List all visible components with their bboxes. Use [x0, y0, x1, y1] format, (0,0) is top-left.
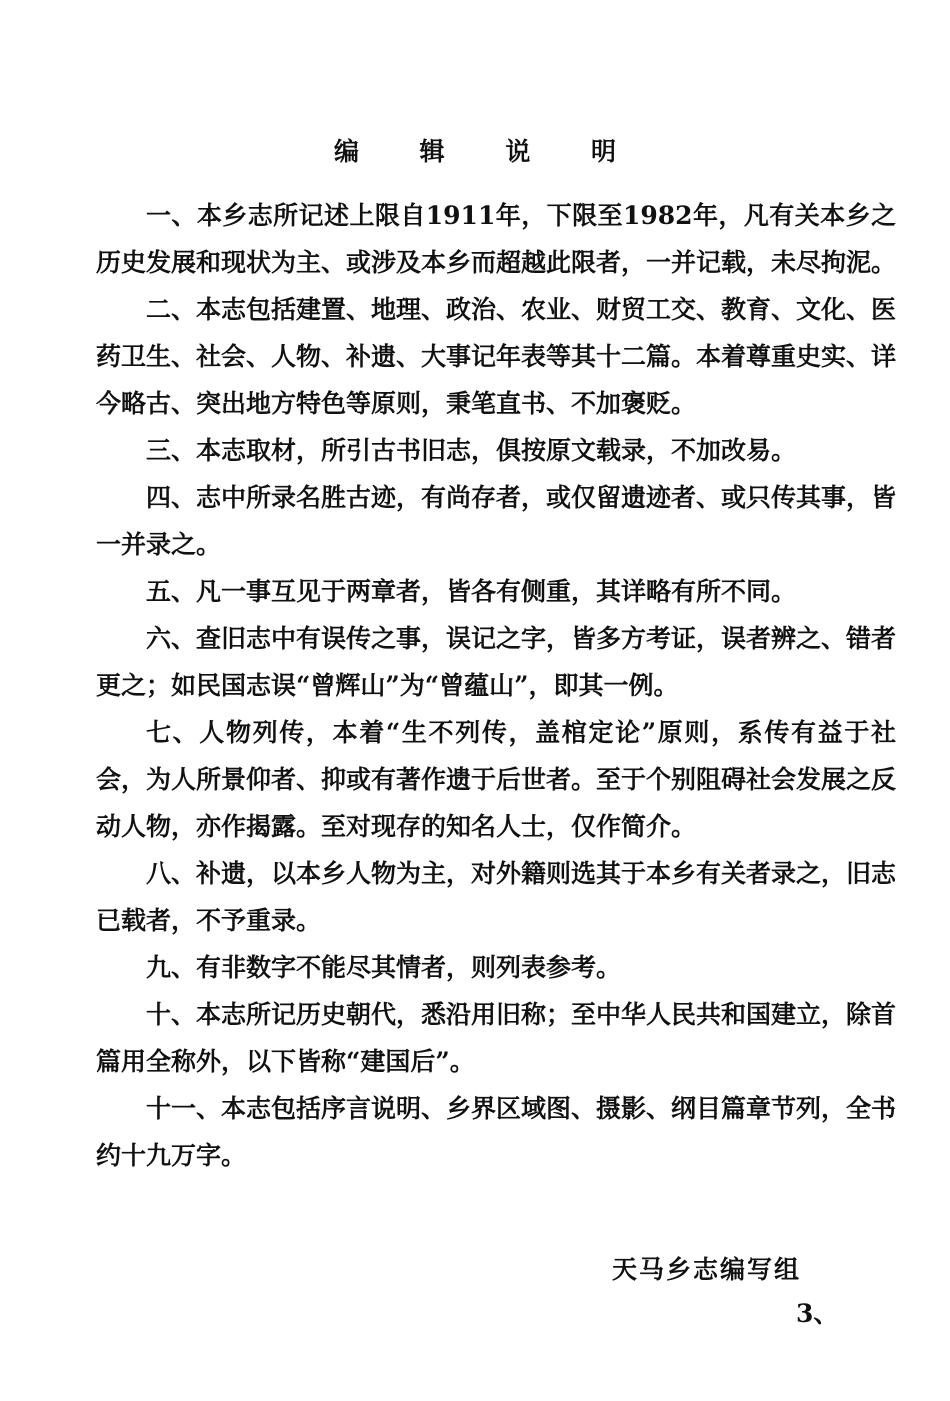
page-number: 3、	[796, 1299, 839, 1328]
paragraph-6: 六、查旧志中有误传之事，误记之字，皆多方考证，误者辨之、错者更之；如民国志误“曾辉山”为“曾蕴山”，即其一例。	[96, 624, 897, 700]
paragraph-8: 八、补遗，以本乡人物为主，对外籍则选其于本乡有关者录之，旧志已载者，不予重录。	[96, 859, 897, 935]
paragraph-10: 十、本志所记历史朝代，悉沿用旧称；至中华人民共和国建立，除首篇用全称外，以下皆称“建国后”。	[96, 1000, 897, 1076]
paragraph-4: 四、志中所录名胜古迹，有尚存者，或仅留遗迹者、或只传其事，皆一并录之。	[96, 483, 897, 559]
document-body	[96, 192, 896, 1179]
paragraph-2: 二、本志包括建置、地理、政治、农业、财贸工交、教育、文化、医药卫生、社会、人物、补遗、大事记年表等其十二篇。本着尊重史实、详今略古、突出地方特色等原则，秉笔直书、不加褒贬。	[96, 295, 897, 418]
paragraph-7: 七、人物列传，本着“生不列传，盖棺定论”原则，系传有益于社会，为人所景仰者、抑或有著作遗于后世者。至于个别阻碍社会发展之反动人物，亦作揭露。至对现存的知名人士，仅作简介。	[96, 718, 897, 841]
paragraph-9: 九、有非数字不能尽其情者，则列表参考。	[146, 953, 622, 982]
paragraph-11: 十一、本志包括序言说明、乡界区域图、摄影、纲目篇章节列，全书约十九万字。	[96, 1094, 897, 1170]
page-title: 编 辑 说 明	[333, 137, 643, 166]
paragraph-1: 一、本乡志所记述上限自1911年，下限至1982年，凡有关本乡之历史发展和现状为主、或涉及本乡而超越此限者，一并记载，未尽拘泥。	[96, 201, 897, 277]
paragraph-3: 三、本志取材，所引古书旧志，俱按原文载录，不加改易。	[146, 436, 797, 465]
signature: 天马乡志编写组	[612, 1255, 802, 1284]
paragraph-5: 五、凡一事互见于两章者，皆各有侧重，其详略有所不同。	[146, 577, 797, 606]
